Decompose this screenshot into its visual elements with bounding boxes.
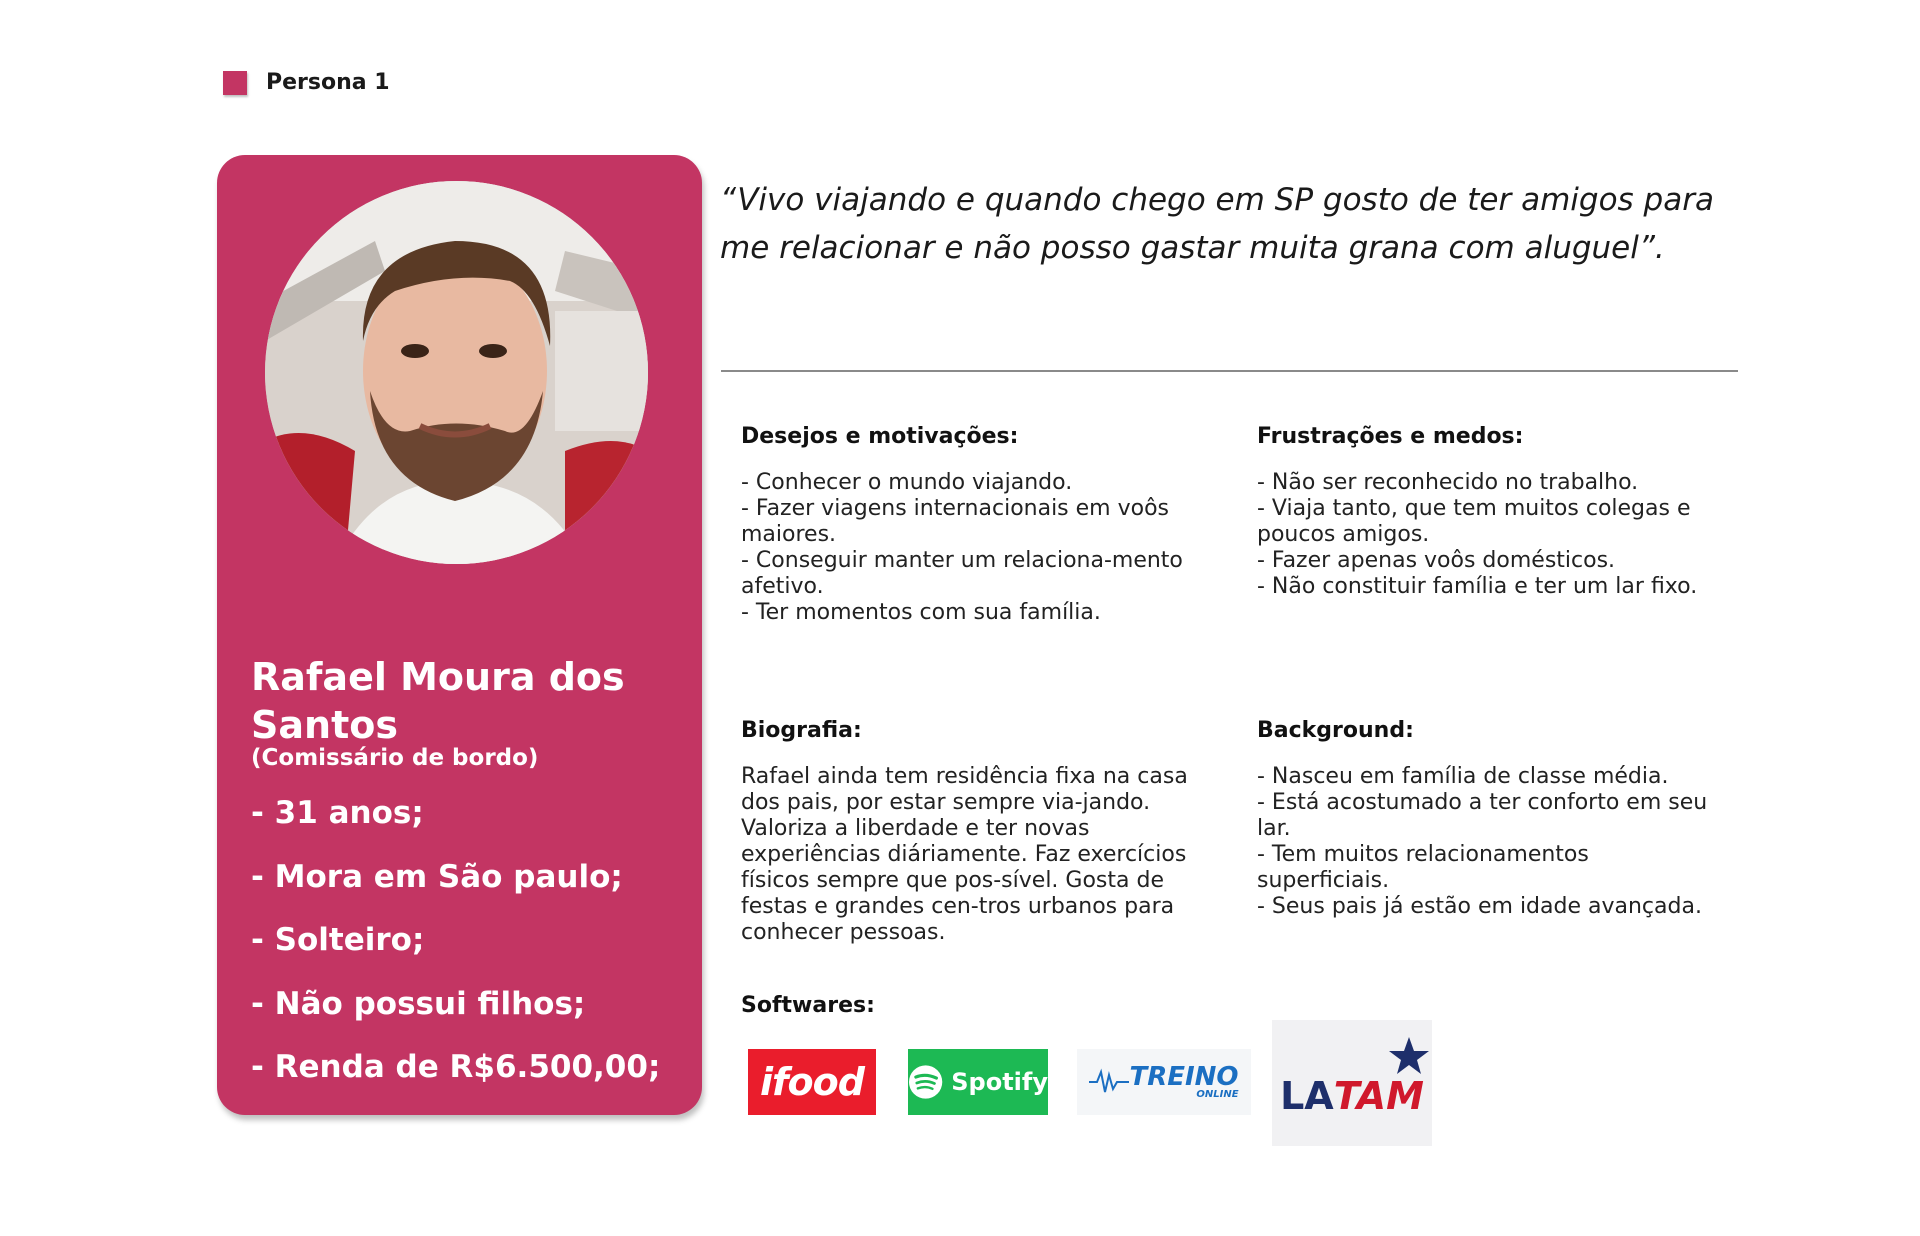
- fact-income: - Renda de R$6.500,00;: [251, 1049, 661, 1085]
- desires-text: - Conhecer o mundo viajando. - Fazer viagens internacionais em voôs maiores. - Conseguir manter um relaciona-mento afetivo. - Ter momentos com sua família.: [741, 470, 1183, 625]
- background-title: Background:: [1257, 718, 1414, 743]
- fact-children: - Não possui filhos;: [251, 985, 586, 1022]
- biography-text: Rafael ainda tem residência fixa na casa dos pais, por estar sempre via-jando. Valoriza a liberdade e ter novas experiências diáriamente. Faz exercícios físicos sempre que pos-sível. Gosta de festas e grandes cen-tros urbanos para conhecer pessoas.: [741, 764, 1188, 945]
- treino-wordmark: [1129, 1064, 1238, 1100]
- persona-label: Persona 1: [266, 70, 390, 95]
- latam-logo-text-a: LA: [1280, 1074, 1334, 1118]
- treino-logo-subtext: ONLINE: [1196, 1089, 1239, 1100]
- latam-logo-text-b: TAM: [1333, 1074, 1424, 1118]
- persona-facts: [251, 795, 660, 1113]
- fact-status: - Solteiro;: [251, 922, 425, 958]
- spotify-logo-text: Spotify: [951, 1068, 1048, 1096]
- biography-section: [741, 718, 1211, 946]
- fact-city: - Mora em São paulo;: [251, 858, 623, 895]
- desires-title: Desejos e motivações:: [741, 424, 1019, 449]
- treino-logo-text: TREINO: [1129, 1062, 1239, 1092]
- ifood-logo: [748, 1049, 876, 1115]
- persona-header: [223, 70, 390, 95]
- frustrations-text: - Não ser reconhecido no trabalho. - Viaja tanto, que tem muitos colegas e poucos amigos. - Fazer apenas voôs domésticos. - Não constituir família e ter um lar fixo.: [1257, 470, 1698, 599]
- ifood-logo-text: ifood: [760, 1060, 864, 1104]
- persona-card: [217, 155, 702, 1115]
- background-section: [1257, 718, 1727, 920]
- background-text: - Nasceu em família de classe média. - Está acostumado a ter conforto em seu lar. - Tem muitos relacionamentos superficiais. - Seus pais já estão em idade avançada.: [1257, 764, 1708, 919]
- spotify-icon: [908, 1064, 943, 1100]
- divider: [721, 370, 1738, 372]
- latam-wordmark: [1280, 1074, 1424, 1118]
- avatar: [265, 181, 648, 564]
- persona-name: Rafael Moura dos Santos: [251, 655, 625, 747]
- accent-square: [223, 71, 247, 95]
- frustrations-title: Frustrações e medos:: [1257, 424, 1524, 449]
- portrait-photo: [265, 181, 648, 564]
- pulse-icon: [1089, 1067, 1129, 1097]
- star-icon: [1388, 1036, 1430, 1076]
- persona-role: (Comissário de bordo): [251, 745, 539, 771]
- biography-title: Biografia:: [741, 718, 862, 743]
- softwares-title: Softwares:: [741, 993, 875, 1018]
- spotify-logo: [908, 1049, 1048, 1115]
- desires-section: [741, 424, 1211, 626]
- persona-quote: “Vivo viajando e quando chego em SP gosto de ter amigos para me relacionar e não posso gastar muita grana com aluguel”.: [720, 182, 1714, 266]
- frustrations-section: [1257, 424, 1727, 600]
- treino-online-logo: [1077, 1049, 1251, 1115]
- fact-age: - 31 anos;: [251, 795, 424, 831]
- latam-logo: [1272, 1020, 1432, 1146]
